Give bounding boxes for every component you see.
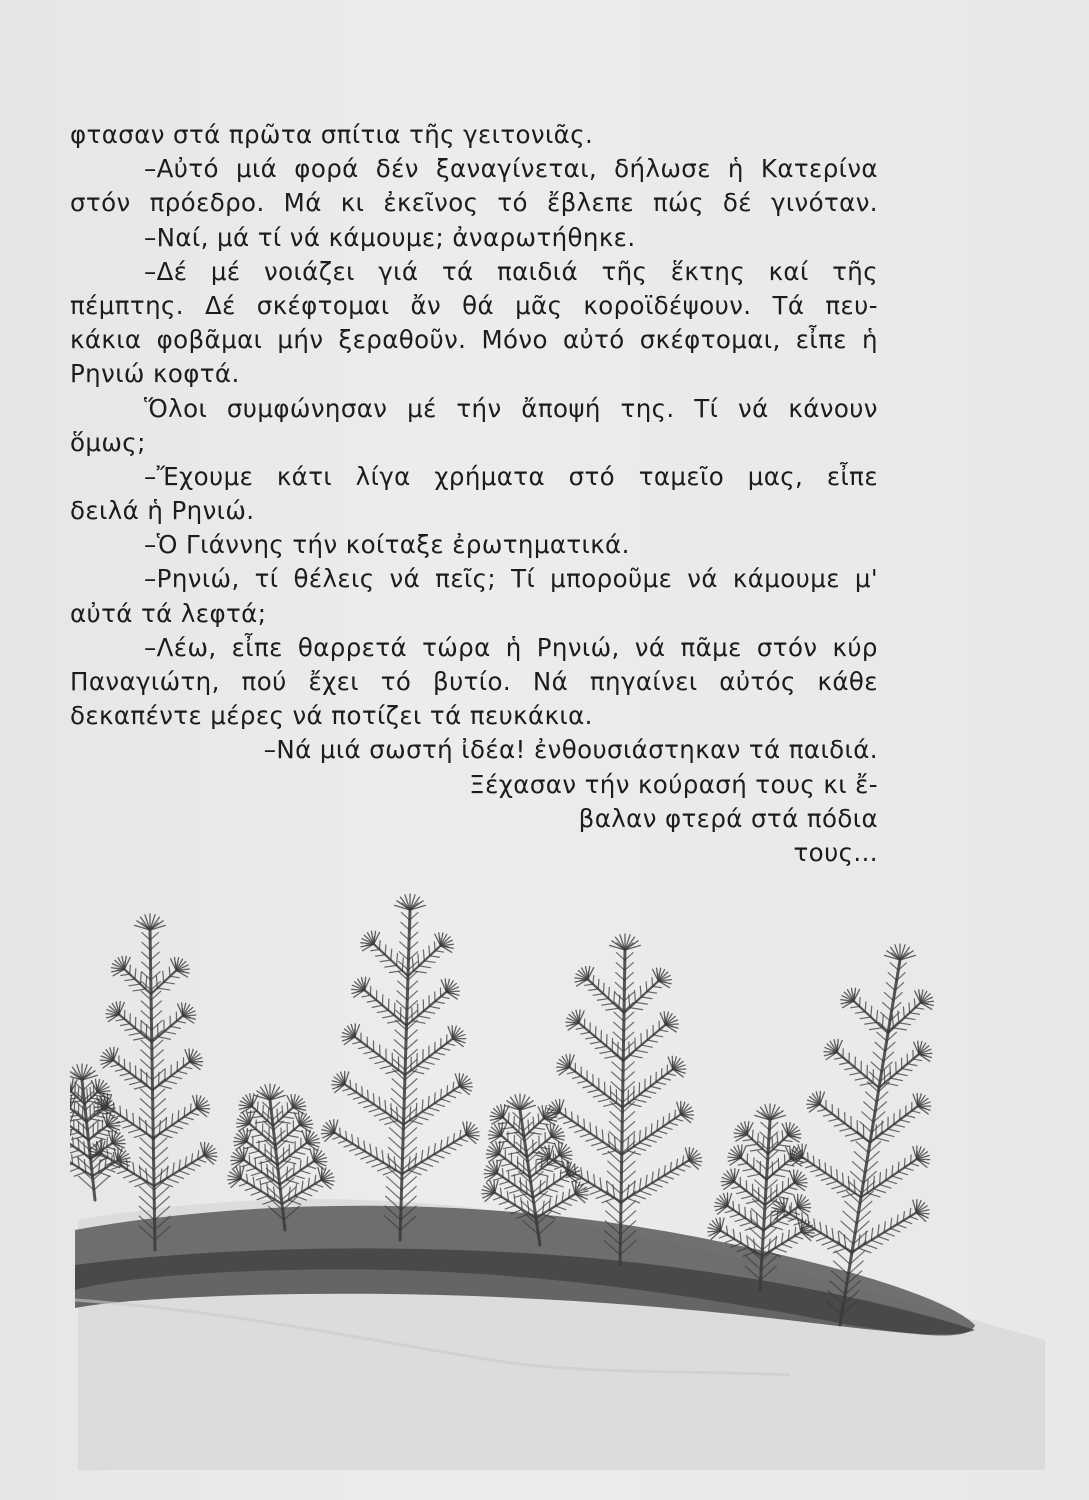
word: γινόταν. bbox=[770, 188, 878, 218]
word: νά bbox=[738, 393, 769, 423]
text-line bbox=[70, 323, 878, 357]
text-line: φτασαν στά πρῶτα σπίτια τῆς γειτονιᾶς. bbox=[70, 120, 594, 149]
word: βυτίο. bbox=[433, 667, 512, 696]
word: ἔχει bbox=[308, 667, 359, 696]
word: Παναγιώτη, bbox=[70, 667, 220, 696]
word: στόν bbox=[756, 632, 818, 662]
word: –Ρηνιώ, bbox=[144, 564, 240, 594]
word: πρόεδρο. bbox=[149, 188, 265, 218]
text-line: –Ὁ Γιάννης τήν κοίταξε ἐρωτηματικά. bbox=[144, 530, 630, 560]
word: –Αὐτό bbox=[144, 154, 219, 184]
word: νοιάζει bbox=[264, 256, 355, 286]
text-line: βαλαν φτερά στά πόδια bbox=[578, 803, 878, 833]
word: πώς bbox=[653, 188, 704, 218]
word: στό bbox=[568, 461, 616, 491]
word: θά bbox=[462, 290, 495, 320]
text-line: αὐτά τά λεφτά; bbox=[70, 598, 267, 628]
word: Μά bbox=[283, 188, 322, 218]
word: μποροῦμε bbox=[550, 564, 673, 594]
word: μέ bbox=[210, 256, 241, 286]
word: στόν bbox=[70, 188, 131, 218]
word: μήν bbox=[277, 325, 324, 355]
word: –Ἔχουμε bbox=[144, 461, 254, 491]
word: ἡ bbox=[727, 154, 744, 184]
word: καί bbox=[768, 256, 809, 286]
word: νά bbox=[389, 564, 421, 594]
text-line: τους... bbox=[793, 837, 878, 867]
word: –Δέ bbox=[144, 256, 188, 286]
ground-strip bbox=[75, 1199, 1045, 1470]
word: Τί bbox=[694, 393, 719, 423]
word: κι bbox=[340, 188, 365, 218]
text-line bbox=[70, 152, 878, 186]
word: Ρηνιώ, bbox=[536, 632, 620, 662]
word: κύρ bbox=[832, 632, 878, 662]
word: φορά bbox=[294, 154, 359, 184]
word: αὐτό bbox=[562, 325, 625, 355]
word: εἶπε bbox=[231, 632, 283, 662]
word: ἄν bbox=[410, 290, 442, 320]
word: τῆς bbox=[601, 256, 648, 286]
word: νά bbox=[687, 564, 718, 594]
word: δέν bbox=[375, 154, 419, 184]
word: συμφώνησαν bbox=[226, 393, 388, 423]
text-line: Ρηνιώ κοφτά. bbox=[70, 359, 240, 389]
word: Τά bbox=[772, 290, 805, 320]
word: τά bbox=[441, 256, 474, 286]
word: μ' bbox=[854, 564, 878, 594]
word: –Λέω, bbox=[144, 632, 217, 662]
text-line: δεκαπέντε μέρες νά ποτίζει τά πευκάκια. bbox=[70, 701, 593, 731]
word: πᾶμε bbox=[680, 632, 742, 662]
text-line bbox=[70, 255, 878, 289]
word: ἡ bbox=[505, 632, 522, 662]
story-text bbox=[70, 118, 878, 870]
text-line: –Νά μιά σωστή ἰδέα! ἐνθουσιάστηκαν τά παιδιά. bbox=[263, 735, 878, 765]
word: δέ bbox=[722, 188, 752, 218]
word: φοβᾶμαι bbox=[156, 325, 263, 355]
word: λίγα bbox=[355, 461, 411, 491]
word: κάτι bbox=[276, 461, 333, 491]
word: τώρα bbox=[422, 632, 491, 662]
text-line bbox=[70, 631, 878, 665]
word: κάκια bbox=[70, 325, 142, 355]
word: χρήματα bbox=[434, 461, 545, 491]
word: ἔβλεπε bbox=[546, 188, 634, 218]
word: κάθε bbox=[817, 667, 878, 696]
text-line: Ξέχασαν τήν κούρασή τους κι ἔ- bbox=[469, 769, 878, 799]
text-line: ὅμως; bbox=[70, 427, 146, 457]
word: ταμεῖο bbox=[638, 461, 725, 491]
word: πευ- bbox=[825, 290, 878, 320]
word: ἄποψή bbox=[521, 393, 601, 423]
word: μας, bbox=[747, 461, 804, 491]
word: Δέ bbox=[204, 290, 236, 320]
text-line bbox=[70, 665, 878, 699]
text-line: –Ναί, μά τί νά κάμουμε; ἀναρωτήθηκε. bbox=[144, 222, 636, 252]
word: εἶπε bbox=[795, 325, 847, 355]
word: τό bbox=[497, 188, 528, 218]
text-line: δειλά ἡ Ρηνιώ. bbox=[70, 496, 255, 526]
word: ἡ bbox=[862, 325, 878, 355]
word: πέμπτης. bbox=[70, 290, 184, 320]
word: σκέφτομαι, bbox=[639, 325, 781, 355]
word: τό bbox=[380, 667, 412, 696]
word: αὐτός bbox=[719, 667, 796, 696]
word: ξαναγίνεται, bbox=[435, 154, 598, 184]
word: μέ bbox=[407, 393, 437, 423]
word: Κατερίνα bbox=[760, 154, 878, 184]
word: Ὅλοι bbox=[144, 393, 208, 423]
word: μιά bbox=[235, 154, 278, 184]
text-line bbox=[70, 392, 878, 426]
text-line bbox=[70, 289, 878, 323]
word: τί bbox=[254, 564, 279, 594]
word: μᾶς bbox=[515, 290, 563, 320]
text-line bbox=[70, 562, 878, 596]
word: Μόνο bbox=[481, 325, 548, 355]
word: ξεραθοῦν. bbox=[338, 325, 467, 355]
word: Τί bbox=[511, 564, 536, 594]
word: της. bbox=[620, 393, 675, 423]
word: σκέφτομαι bbox=[256, 290, 390, 320]
text-line bbox=[70, 186, 878, 220]
word: πού bbox=[241, 667, 287, 696]
word: γιά bbox=[378, 256, 419, 286]
word: τῆς bbox=[832, 256, 878, 286]
word: κάμουμε bbox=[732, 564, 840, 594]
word: κάνουν bbox=[788, 393, 878, 423]
pine-saplings-illustration bbox=[70, 870, 1045, 1470]
word: ἕκτης bbox=[670, 256, 746, 286]
word: νά bbox=[634, 632, 666, 662]
word: θαρρετά bbox=[297, 632, 408, 662]
word: εἶπε bbox=[826, 461, 878, 491]
word: θέλεις bbox=[293, 564, 375, 594]
word: πεῖς; bbox=[435, 564, 497, 594]
text-line bbox=[70, 460, 878, 494]
word: τήν bbox=[456, 393, 502, 423]
word: ἐκεῖνος bbox=[383, 188, 479, 218]
word: Νά bbox=[532, 667, 569, 696]
word: παιδιά bbox=[496, 256, 579, 286]
word: πηγαίνει bbox=[589, 667, 698, 696]
word: κοροϊδέψουν. bbox=[583, 290, 752, 320]
word: δήλωσε bbox=[614, 154, 711, 184]
